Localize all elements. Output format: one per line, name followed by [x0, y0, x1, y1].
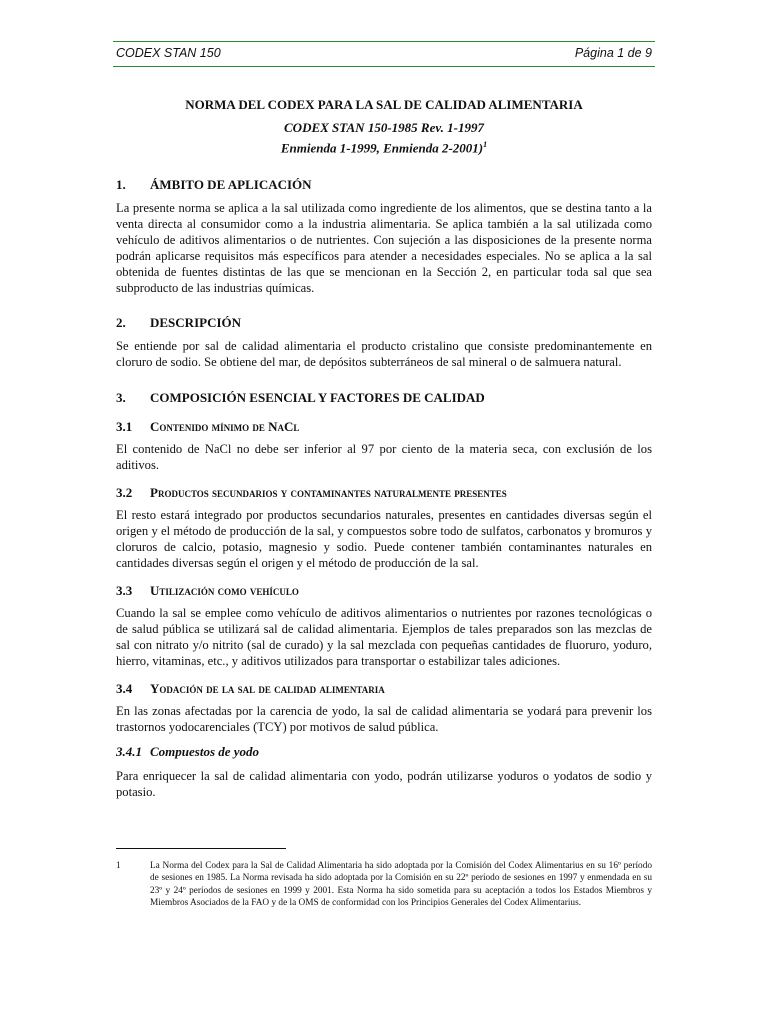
subsection-title: Yodación de la sal de calidad alimentaria [150, 681, 385, 697]
subsubsection-heading-3-4-1 [116, 744, 652, 760]
document-subtitle [116, 119, 652, 156]
subsection-3-1-body: El contenido de NaCl no debe ser inferior al 97 por ciento de la materia seca, con exclusión de los aditivos. [116, 442, 652, 473]
section-2-body: Se entiende por sal de calidad alimentaria el producto cristalino que consiste predominantemente en cloruro de sodio. Se obtiene del mar, de depósitos subterráneos de sal mineral o de salmuera natural. [116, 339, 652, 370]
subsection-number: 3.2 [116, 485, 133, 501]
section-number: 1. [116, 177, 126, 193]
section-number: 3. [116, 390, 126, 406]
subsubsection-title: Compuestos de yodo [150, 744, 260, 760]
subsection-3-3-body: Cuando la sal se emplee como vehículo de aditivos alimentarios o nutrientes por razones tecnológicas o de salud pública se utilizará sal de calidad alimentaria. Ejemplos de tales preparados son las mezclas de sal con nitrato y/o nitrito (sal de curado) y la sal mezclada con pequeñas cantidades de fluoruro, yoduro, hierro, vitaminas, etc., y aditivos utilizados para transportar o estabilizar tales adiciones. [116, 606, 652, 669]
header-page-number: Página 1 de 9 [574, 46, 652, 60]
subsection-title: Utilización como vehículo [150, 583, 299, 599]
section-heading-1 [116, 177, 652, 193]
footnote [116, 860, 652, 910]
section-heading-2 [116, 315, 652, 331]
footnote-reference[interactable]: 1 [483, 140, 488, 149]
subsection-number: 3.1 [116, 419, 133, 435]
subsection-3-4-body: En las zonas afectadas por la carencia de yodo, la sal de calidad alimentaria se yodará para prevenir los trastornos yodocarenciales (TCY) por motivos de salud pública. [116, 704, 652, 735]
subsection-heading-3-3 [116, 583, 652, 599]
footnote-separator [116, 848, 286, 849]
footnote-number: 1 [116, 861, 121, 871]
section-title: DESCRIPCIÓN [150, 315, 242, 331]
subsubsection-3-4-1-body: Para enriquecer la sal de calidad alimentaria con yodo, podrán utilizarse yoduros o yodatos de sodio y potasio. [116, 769, 652, 800]
subsection-title: Productos secundarios y contaminantes naturalmente presentes [150, 485, 507, 501]
footnote-text: La Norma del Codex para la Sal de Calidad Alimentaria ha sido adoptada por la Comisión del Codex Alimentarius en su 16º período de sesiones en 1985. La Norma revisada ha sido adoptada por la Comisión en su 22º período de sesiones en 1997 y enmendada en su 23º y 24º períodos de sesiones en 1999 y 2001. Esta Norma ha sido sometida para su aceptación a todos los Estados Miembros y Miembros Asociados de la FAO y de la OMS de conformidad con los Principios Generales del Codex Alimentarius. [150, 861, 652, 909]
subsection-heading-3-4 [116, 681, 652, 697]
subtitle-line-1: CODEX STAN 150-1985 Rev. 1-1997 [284, 120, 484, 135]
section-heading-3 [116, 390, 652, 406]
subsection-number: 3.3 [116, 583, 133, 599]
header-document-code: CODEX STAN 150 [116, 46, 221, 60]
page-header [113, 41, 655, 67]
subtitle-line-2: Enmienda 1-1999, Enmienda 2-2001) [280, 140, 484, 156]
subsection-title: Contenido mínimo de NaCl [150, 419, 300, 435]
subsection-heading-3-1 [116, 419, 652, 435]
subsection-number: 3.4 [116, 681, 133, 697]
subsubsection-number: 3.4.1 [116, 744, 142, 760]
section-title: ÁMBITO DE APLICACIÓN [150, 177, 312, 193]
subsection-3-2-body: El resto estará integrado por productos secundarios naturales, presentes en cantidades diversas según el origen y el método de producción de la sal, y compuestos sobre todo de sulfatos, carbonatos y bromuros y cloruros de calcio, potasio, magnesio y sodio. Puede contener también contaminantes naturales en cantidades diversas según el origen y el método de producción de la sal. [116, 508, 652, 571]
document-title: NORMA DEL CODEX PARA LA SAL DE CALIDAD ALIMENTARIA [185, 97, 583, 112]
section-1-body: La presente norma se aplica a la sal utilizada como ingrediente de los alimentos, que se destina tanto a la venta directa al consumidor como a la industria alimentaria. Se aplica también a la sal utilizada como vehículo de aditivos alimentarios o de nutrientes. Con sujeción a las disposiciones de la presente norma podrán aplicarse requisitos más específicos para atender a necesidades especiales. No se aplica a la sal obtenida de fuentes distintas de las que se mencionan en la Sección 2, en particular toda sal que sea subproducto de las industrias químicas. [116, 201, 652, 296]
document-body [116, 97, 652, 800]
section-title: COMPOSICIÓN ESENCIAL Y FACTORES DE CALIDAD [150, 390, 485, 406]
subsection-heading-3-2 [116, 485, 652, 501]
section-number: 2. [116, 315, 126, 331]
